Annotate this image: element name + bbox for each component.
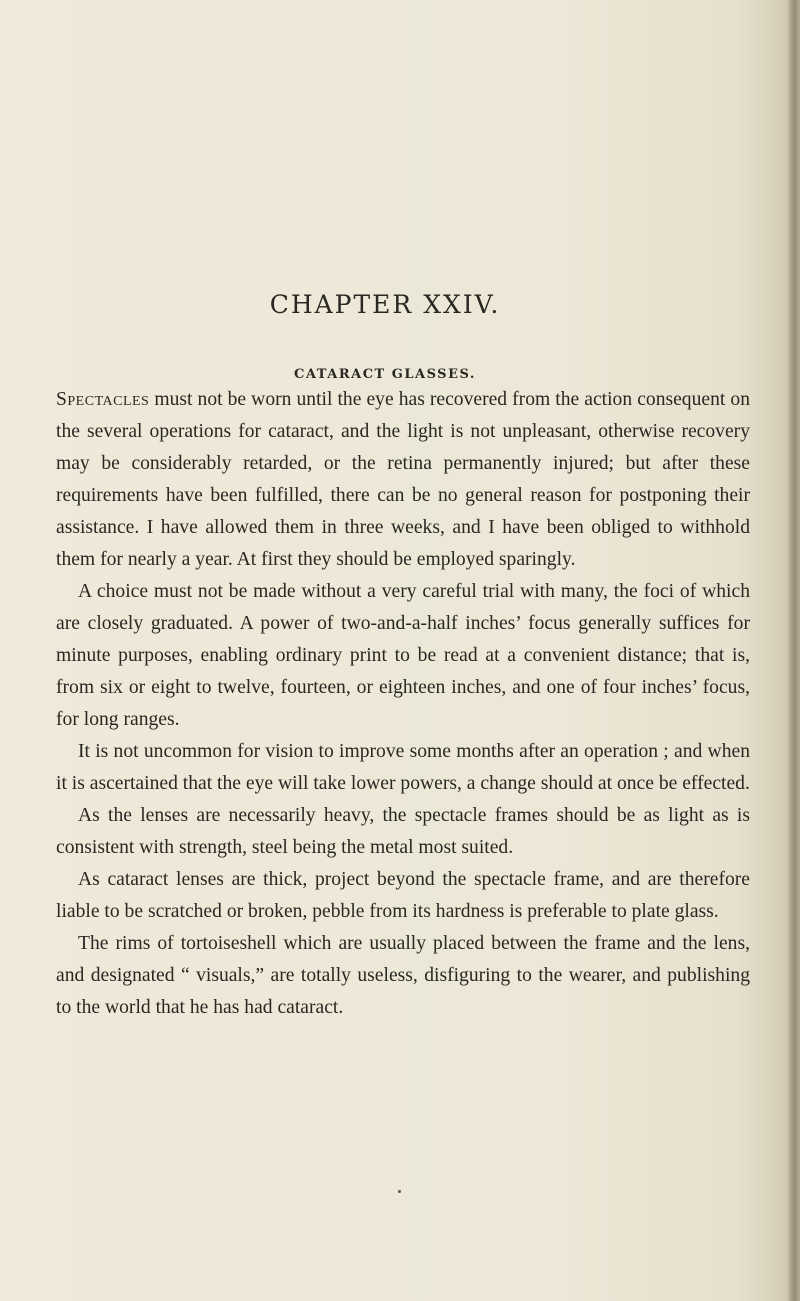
paragraph-6: The rims of tortoiseshell which are usually placed between the frame and the lens, and designated “ visuals,” are totally useless, disfiguring to the wearer, and publishing to the world that he has had cataract. bbox=[56, 933, 750, 1018]
paragraph-3: It is not uncommon for vision to improve some months after an operation ; and when it is ascertained that the eye will take lower powers, a change should at once be effected. bbox=[56, 741, 750, 794]
paragraph-text: must not be worn until the eye has recovered from the action consequent on the several operations for cataract, and the light is not unpleasant, otherwise recovery may be considerably retarded, or the retina permanently injured; but after these requirements have been fulfilled, there can be no general reason for postponing their assistance. I have allowed them in three weeks, and I have been obliged to withhold them for nearly a year. At first they should be employed sparingly. bbox=[56, 389, 750, 570]
paragraph-4: As the lenses are necessarily heavy, the spectacle frames should be as light as is consistent with strength, steel being the metal most suited. bbox=[56, 805, 750, 858]
ink-speck bbox=[398, 1190, 401, 1193]
section-title: CATARACT GLASSES. bbox=[294, 367, 476, 382]
chapter-title: CHAPTER XXIV. bbox=[269, 290, 501, 319]
paragraph-lead-word: Spectacles bbox=[56, 389, 150, 410]
paragraph-5: As cataract lenses are thick, project beyond the spectacle frame, and are therefore liable to be scratched or broken, pebble from its hardness is preferable to plate glass. bbox=[56, 869, 750, 922]
paragraph-1 bbox=[56, 384, 750, 576]
body-text bbox=[56, 384, 750, 1024]
page-edge-shadow bbox=[786, 0, 800, 1301]
paragraph-2: A choice must not be made without a very careful trial with many, the foci of which are closely graduated. A power of two-and-a-half inches’ focus generally suffices for minute purposes, enabling ordinary print to be read at a convenient distance; that is, from six or eight to twelve, fourteen, or eighteen inches, and one of four inches’ focus, for long ranges. bbox=[56, 581, 750, 730]
